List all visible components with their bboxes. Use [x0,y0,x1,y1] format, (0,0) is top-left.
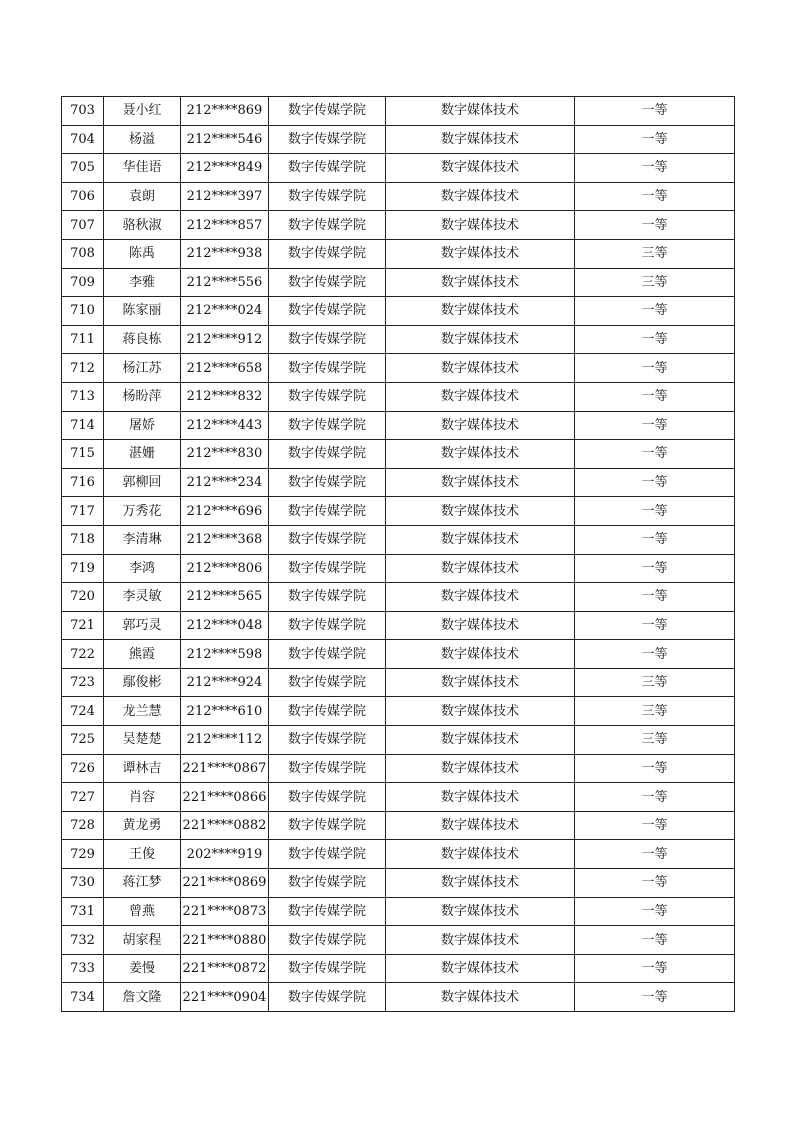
row-number-cell: 707 [62,211,104,240]
college-cell: 数字传媒学院 [269,554,386,583]
major-cell: 数字媒体技术 [386,411,575,440]
row-number-cell: 712 [62,354,104,383]
row-number-cell: 718 [62,525,104,554]
table-row [62,468,735,497]
student-name-cell: 熊霞 [104,640,181,669]
award-level-cell: 三等 [575,268,735,297]
college-cell: 数字传媒学院 [269,954,386,983]
student-id-cell: 212****696 [181,497,269,526]
table-row [62,411,735,440]
major-cell: 数字媒体技术 [386,783,575,812]
student-name-cell: 鄢俊彬 [104,668,181,697]
row-number-cell: 729 [62,840,104,869]
row-number-cell: 711 [62,325,104,354]
table-row [62,268,735,297]
award-level-cell: 一等 [575,640,735,669]
award-level-cell: 一等 [575,497,735,526]
row-number-cell: 705 [62,154,104,183]
student-name-cell: 胡家程 [104,926,181,955]
college-cell: 数字传媒学院 [269,154,386,183]
student-id-cell: 221****0880 [181,926,269,955]
student-name-cell: 蒋江梦 [104,869,181,898]
major-cell: 数字媒体技术 [386,754,575,783]
table-row [62,97,735,126]
award-level-cell: 一等 [575,897,735,926]
major-cell: 数字媒体技术 [386,897,575,926]
row-number-cell: 728 [62,811,104,840]
row-number-cell: 714 [62,411,104,440]
student-name-cell: 华佳语 [104,154,181,183]
student-id-cell: 212****610 [181,697,269,726]
college-cell: 数字传媒学院 [269,382,386,411]
college-cell: 数字传媒学院 [269,783,386,812]
table-row [62,954,735,983]
student-id-cell: 212****849 [181,154,269,183]
college-cell: 数字传媒学院 [269,926,386,955]
table-row [62,211,735,240]
student-name-cell: 屠娇 [104,411,181,440]
student-name-cell: 李清琳 [104,525,181,554]
table-row [62,440,735,469]
student-id-cell: 212****234 [181,468,269,497]
college-cell: 数字传媒学院 [269,525,386,554]
major-cell: 数字媒体技术 [386,354,575,383]
student-id-cell: 221****0867 [181,754,269,783]
student-id-cell: 212****869 [181,97,269,126]
student-name-cell: 万秀花 [104,497,181,526]
major-cell: 数字媒体技术 [386,97,575,126]
major-cell: 数字媒体技术 [386,840,575,869]
row-number-cell: 734 [62,983,104,1012]
student-id-cell: 212****024 [181,297,269,326]
table-row [62,668,735,697]
student-name-cell: 李鸿 [104,554,181,583]
college-cell: 数字传媒学院 [269,268,386,297]
award-level-cell: 一等 [575,783,735,812]
row-number-cell: 731 [62,897,104,926]
college-cell: 数字传媒学院 [269,497,386,526]
row-number-cell: 732 [62,926,104,955]
award-level-cell: 一等 [575,754,735,783]
college-cell: 数字传媒学院 [269,754,386,783]
college-cell: 数字传媒学院 [269,97,386,126]
row-number-cell: 717 [62,497,104,526]
major-cell: 数字媒体技术 [386,554,575,583]
row-number-cell: 710 [62,297,104,326]
award-level-cell: 一等 [575,297,735,326]
major-cell: 数字媒体技术 [386,926,575,955]
student-id-cell: 212****565 [181,583,269,612]
row-number-cell: 709 [62,268,104,297]
student-id-cell: 212****912 [181,325,269,354]
college-cell: 数字传媒学院 [269,869,386,898]
table-row [62,869,735,898]
college-cell: 数字传媒学院 [269,897,386,926]
row-number-cell: 726 [62,754,104,783]
table-row [62,754,735,783]
award-level-cell: 一等 [575,154,735,183]
table-row [62,382,735,411]
student-name-cell: 蒋良栋 [104,325,181,354]
award-level-cell: 一等 [575,525,735,554]
award-level-cell: 一等 [575,840,735,869]
student-id-cell: 221****0873 [181,897,269,926]
student-name-cell: 姜慢 [104,954,181,983]
major-cell: 数字媒体技术 [386,811,575,840]
student-id-cell: 212****556 [181,268,269,297]
award-level-cell: 一等 [575,554,735,583]
student-name-cell: 聂小红 [104,97,181,126]
student-id-cell: 212****546 [181,125,269,154]
award-level-cell: 一等 [575,411,735,440]
student-id-cell: 212****832 [181,382,269,411]
award-level-cell: 一等 [575,583,735,612]
table-row [62,325,735,354]
student-id-cell: 221****0866 [181,783,269,812]
college-cell: 数字传媒学院 [269,411,386,440]
table-row [62,297,735,326]
student-name-cell: 杨溢 [104,125,181,154]
award-level-cell: 三等 [575,697,735,726]
college-cell: 数字传媒学院 [269,211,386,240]
row-number-cell: 716 [62,468,104,497]
award-level-cell: 一等 [575,97,735,126]
table-row [62,497,735,526]
award-level-cell: 一等 [575,983,735,1012]
student-name-cell: 詹文隆 [104,983,181,1012]
award-level-cell: 一等 [575,811,735,840]
table-row [62,897,735,926]
row-number-cell: 706 [62,182,104,211]
student-id-cell: 212****112 [181,726,269,755]
college-cell: 数字传媒学院 [269,182,386,211]
row-number-cell: 733 [62,954,104,983]
row-number-cell: 723 [62,668,104,697]
table-row [62,726,735,755]
student-name-cell: 谭林吉 [104,754,181,783]
roster-body [62,97,735,1012]
major-cell: 数字媒体技术 [386,525,575,554]
college-cell: 数字传媒学院 [269,840,386,869]
college-cell: 数字传媒学院 [269,125,386,154]
table-row [62,926,735,955]
student-id-cell: 221****0904 [181,983,269,1012]
student-name-cell: 龙兰慧 [104,697,181,726]
row-number-cell: 708 [62,239,104,268]
major-cell: 数字媒体技术 [386,239,575,268]
table-row [62,525,735,554]
row-number-cell: 730 [62,869,104,898]
table-row [62,583,735,612]
student-id-cell: 212****806 [181,554,269,583]
major-cell: 数字媒体技术 [386,983,575,1012]
award-level-cell: 一等 [575,182,735,211]
row-number-cell: 725 [62,726,104,755]
row-number-cell: 719 [62,554,104,583]
major-cell: 数字媒体技术 [386,697,575,726]
student-name-cell: 王俊 [104,840,181,869]
major-cell: 数字媒体技术 [386,297,575,326]
award-level-cell: 一等 [575,125,735,154]
student-name-cell: 李灵敏 [104,583,181,612]
student-name-cell: 郭巧灵 [104,611,181,640]
award-level-cell: 一等 [575,211,735,240]
table-row [62,554,735,583]
award-level-cell: 一等 [575,382,735,411]
student-name-cell: 李雅 [104,268,181,297]
student-name-cell: 杨盼萍 [104,382,181,411]
student-id-cell: 221****0882 [181,811,269,840]
row-number-cell: 715 [62,440,104,469]
student-name-cell: 黄龙勇 [104,811,181,840]
major-cell: 数字媒体技术 [386,154,575,183]
student-id-cell: 212****598 [181,640,269,669]
student-name-cell: 曾燕 [104,897,181,926]
major-cell: 数字媒体技术 [386,726,575,755]
student-name-cell: 肖容 [104,783,181,812]
student-id-cell: 212****658 [181,354,269,383]
table-row [62,182,735,211]
award-level-cell: 三等 [575,726,735,755]
table-row [62,840,735,869]
row-number-cell: 722 [62,640,104,669]
student-id-cell: 212****048 [181,611,269,640]
college-cell: 数字传媒学院 [269,325,386,354]
scholarship-roster-table [61,96,735,1012]
award-level-cell: 一等 [575,468,735,497]
college-cell: 数字传媒学院 [269,697,386,726]
table-row [62,154,735,183]
student-name-cell: 郭柳回 [104,468,181,497]
table-row [62,611,735,640]
major-cell: 数字媒体技术 [386,325,575,354]
award-level-cell: 一等 [575,354,735,383]
major-cell: 数字媒体技术 [386,125,575,154]
student-id-cell: 212****830 [181,440,269,469]
student-id-cell: 212****938 [181,239,269,268]
award-level-cell: 一等 [575,954,735,983]
college-cell: 数字传媒学院 [269,983,386,1012]
major-cell: 数字媒体技术 [386,468,575,497]
college-cell: 数字传媒学院 [269,811,386,840]
student-name-cell: 陈禹 [104,239,181,268]
row-number-cell: 721 [62,611,104,640]
major-cell: 数字媒体技术 [386,869,575,898]
award-level-cell: 一等 [575,325,735,354]
major-cell: 数字媒体技术 [386,182,575,211]
college-cell: 数字传媒学院 [269,297,386,326]
college-cell: 数字传媒学院 [269,611,386,640]
student-name-cell: 杨江苏 [104,354,181,383]
table-row [62,697,735,726]
student-id-cell: 221****0872 [181,954,269,983]
student-id-cell: 212****443 [181,411,269,440]
student-id-cell: 212****857 [181,211,269,240]
table-row [62,125,735,154]
college-cell: 数字传媒学院 [269,468,386,497]
award-level-cell: 三等 [575,239,735,268]
row-number-cell: 713 [62,382,104,411]
table-row [62,354,735,383]
college-cell: 数字传媒学院 [269,239,386,268]
table-row [62,640,735,669]
table-row [62,983,735,1012]
major-cell: 数字媒体技术 [386,268,575,297]
row-number-cell: 703 [62,97,104,126]
award-level-cell: 一等 [575,926,735,955]
table-row [62,783,735,812]
college-cell: 数字传媒学院 [269,354,386,383]
award-level-cell: 一等 [575,869,735,898]
college-cell: 数字传媒学院 [269,440,386,469]
student-id-cell: 212****924 [181,668,269,697]
student-id-cell: 212****368 [181,525,269,554]
college-cell: 数字传媒学院 [269,668,386,697]
student-name-cell: 袁朗 [104,182,181,211]
table-row [62,239,735,268]
college-cell: 数字传媒学院 [269,583,386,612]
student-id-cell: 202****919 [181,840,269,869]
college-cell: 数字传媒学院 [269,726,386,755]
table-row [62,811,735,840]
college-cell: 数字传媒学院 [269,640,386,669]
award-level-cell: 三等 [575,668,735,697]
student-name-cell: 骆秋淑 [104,211,181,240]
student-id-cell: 212****397 [181,182,269,211]
major-cell: 数字媒体技术 [386,211,575,240]
award-level-cell: 一等 [575,611,735,640]
student-name-cell: 吴楚楚 [104,726,181,755]
student-name-cell: 陈家丽 [104,297,181,326]
major-cell: 数字媒体技术 [386,668,575,697]
major-cell: 数字媒体技术 [386,583,575,612]
row-number-cell: 724 [62,697,104,726]
student-id-cell: 221****0869 [181,869,269,898]
student-name-cell: 湛姗 [104,440,181,469]
major-cell: 数字媒体技术 [386,954,575,983]
award-level-cell: 一等 [575,440,735,469]
row-number-cell: 704 [62,125,104,154]
major-cell: 数字媒体技术 [386,382,575,411]
row-number-cell: 720 [62,583,104,612]
major-cell: 数字媒体技术 [386,611,575,640]
major-cell: 数字媒体技术 [386,497,575,526]
major-cell: 数字媒体技术 [386,440,575,469]
major-cell: 数字媒体技术 [386,640,575,669]
row-number-cell: 727 [62,783,104,812]
